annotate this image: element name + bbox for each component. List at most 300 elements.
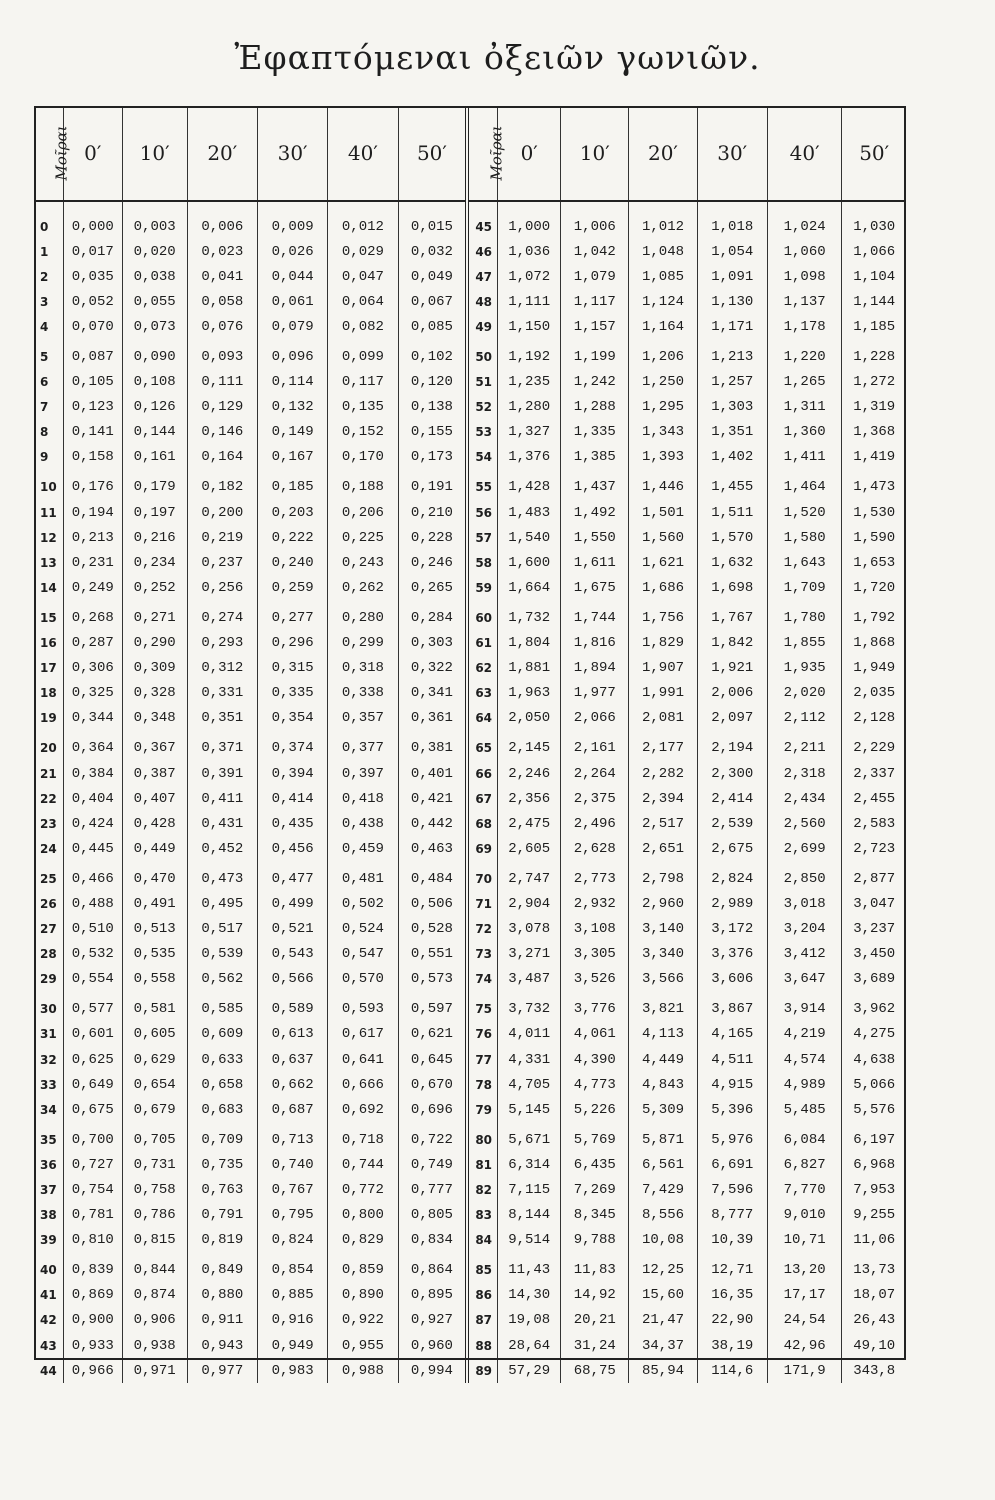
tangent-value-cell: 2,097 [697,706,767,731]
tangent-value-cell: 14,92 [561,1283,629,1308]
tangent-value-cell: 2,145 [498,731,561,761]
tangent-value-cell: 0,535 [122,942,187,967]
tangent-value-cell: 3,526 [561,967,629,992]
degree-cell: 36 [34,1152,63,1177]
tangent-value-cell: 2,651 [629,836,697,861]
tangent-value-cell: 7,269 [561,1177,629,1202]
tangent-value-cell: 2,066 [561,706,629,731]
tangent-value-cell: 12,25 [629,1253,697,1283]
tangent-value-cell: 0,357 [328,706,398,731]
tangent-value-cell: 2,229 [853,740,896,757]
degree-cell: 57 [467,525,497,550]
tangent-value-cell: 4,219 [767,1022,842,1047]
tangent-value-cell: 21,47 [629,1308,697,1333]
tangent-value-cell: 0,960 [398,1333,467,1358]
tangent-value-cell: 24,54 [767,1308,842,1333]
degree-cell: 7 [34,395,63,420]
tangent-value-cell: 0,810 [63,1228,122,1253]
tangent-value-cell: 0,029 [328,239,398,264]
tangent-value-cell: 0,966 [63,1358,122,1383]
tangent-value-cell: 0,146 [187,420,257,445]
tangent-value-cell: 4,705 [498,1072,561,1097]
tangent-value-cell: 0,280 [328,600,398,630]
tangent-value-cell: 0,293 [187,631,257,656]
degree-cell: 21 [34,761,63,786]
tangent-value-cell: 0,459 [328,836,398,861]
tangent-value-cell: 1,894 [561,656,629,681]
tangent-value-cell: 0,513 [122,917,187,942]
tangent-value-cell: 1,530 [853,504,896,521]
tangent-value-cell: 0,547 [328,942,398,967]
degree-cell: 38 [34,1203,63,1228]
tangent-value-cell: 1,780 [767,600,842,630]
degree-header-label: Μοῖραι [487,125,506,181]
degree-cell: 80 [467,1122,497,1152]
degree-cell: 37 [34,1177,63,1202]
tangent-value-cell: 14,30 [498,1283,561,1308]
tangent-value-cell: 0,510 [63,917,122,942]
degree-cell: 41 [34,1283,63,1308]
tangent-value-cell: 2,560 [767,811,842,836]
tangent-value-cell: 0,407 [122,786,187,811]
tangent-value-cell: 0,554 [63,967,122,992]
tangent-value-cell: 28,64 [498,1333,561,1358]
tangent-value-cell: 6,314 [498,1152,561,1177]
tangent-value-cell: 0,977 [187,1358,257,1383]
tangent-value-cell: 1,921 [697,656,767,681]
minute-header-1: 10′ [561,106,629,201]
tangent-value-cell: 11,06 [853,1232,896,1249]
degree-cell: 6 [34,370,63,395]
tangent-value-cell: 0,645 [398,1047,467,1072]
degree-cell: 1 [34,239,63,264]
tangent-value-cell: 0,225 [328,525,398,550]
tangent-value-cell: 0,617 [328,1022,398,1047]
tangent-value-cell: 0,744 [328,1152,398,1177]
tangent-value-cell: 0,377 [328,731,398,761]
degree-cell: 42 [34,1308,63,1333]
tangent-value-cell: 2,128 [853,710,896,727]
degree-cell: 74 [467,967,497,992]
tangent-value-cell: 4,915 [697,1072,767,1097]
tangent-value-cell: 1,079 [561,264,629,289]
tangent-value-cell: 171,9 [767,1358,842,1383]
tangent-value-cell: 1,042 [561,239,629,264]
tangent-value-cell: 0,927 [398,1308,467,1333]
tangent-value-cell: 0,315 [257,656,327,681]
tangent-value-cell: 0,401 [398,761,467,786]
degree-header-label: Μοῖραι [52,125,71,181]
tangent-value-cell: 1,560 [629,525,697,550]
tangent-value-cell: 0,404 [63,786,122,811]
tangent-value-cell: 0,890 [328,1283,398,1308]
tangent-value-cell: 0,082 [328,314,398,339]
degree-cell: 4 [34,314,63,339]
tangent-value-cell: 0,335 [257,681,327,706]
tangent-value-cell: 0,152 [328,420,398,445]
tangent-value-cell: 0,449 [122,836,187,861]
tangent-value-cell: 2,211 [767,731,842,761]
tangent-value-cell: 0,994 [398,1358,467,1383]
tangent-value-cell: 1,288 [561,395,629,420]
tangent-value-cell: 0,312 [187,656,257,681]
degree-cell: 26 [34,891,63,916]
tangent-value-cell: 0,786 [122,1203,187,1228]
tangent-value-cell: 4,113 [629,1022,697,1047]
tangent-value-cell: 38,19 [697,1333,767,1358]
tangent-value-cell: 2,583 [853,815,896,832]
tangent-value-cell: 1,272 [853,374,896,391]
tangent-value-cell: 0,749 [398,1152,467,1177]
tangent-value-cell: 8,345 [561,1203,629,1228]
tangent-value-cell: 1,842 [697,631,767,656]
tangent-value-cell: 0,470 [122,861,187,891]
degree-cell: 65 [467,731,497,761]
tangent-value-cell: 5,396 [697,1097,767,1122]
degree-cell: 54 [467,445,497,470]
tangent-value-cell: 2,960 [629,891,697,916]
tangent-value-cell: 0,170 [328,445,398,470]
tangent-value-cell: 3,732 [498,992,561,1022]
tangent-value-cell: 17,17 [767,1283,842,1308]
tangent-value-cell: 0,381 [398,731,467,761]
tangent-value-cell: 2,264 [561,761,629,786]
tangent-value-cell: 1,250 [629,370,697,395]
tangent-value-cell: 0,767 [257,1177,327,1202]
tangent-value-cell: 0,023 [187,239,257,264]
tangent-value-cell: 0,874 [122,1283,187,1308]
tangent-value-cell: 2,414 [697,786,767,811]
degree-cell: 15 [34,600,63,630]
tangent-value-cell: 0,138 [398,395,467,420]
tangent-value-cell: 3,962 [853,1001,896,1018]
tangent-value-cell: 0,135 [328,395,398,420]
tangent-value-cell: 6,968 [853,1156,896,1173]
tangent-value-cell: 0,625 [63,1047,122,1072]
tangent-value-cell: 1,464 [767,470,842,500]
tangent-value-cell: 2,081 [629,706,697,731]
tangent-value-cell: 3,271 [498,942,561,967]
tangent-value-cell: 1,675 [561,575,629,600]
tangent-value-cell: 0,287 [63,631,122,656]
tangent-value-cell: 0,955 [328,1333,398,1358]
tangent-value-cell: 0,609 [187,1022,257,1047]
tangent-value-cell: 0,463 [398,836,467,861]
degree-cell: 40 [34,1253,63,1283]
tangent-value-cell: 0,885 [257,1283,327,1308]
tangent-value-cell: 114,6 [697,1358,767,1383]
degree-cell: 23 [34,811,63,836]
tangent-value-cell: 0,044 [257,264,327,289]
tangent-value-cell: 15,60 [629,1283,697,1308]
tangent-value-cell: 0,933 [63,1333,122,1358]
tangent-value-cell: 1,540 [498,525,561,550]
tangent-value-cell: 0,374 [257,731,327,761]
tangent-value-cell: 1,066 [853,243,896,260]
tangent-value-cell: 3,172 [697,917,767,942]
degree-cell: 70 [467,861,497,891]
minute-header-5: 50′ [842,106,906,201]
tangent-value-cell: 20,21 [561,1308,629,1333]
tangent-value-cell: 0,035 [63,264,122,289]
tangent-value-cell: 8,144 [498,1203,561,1228]
tangent-value-cell: 42,96 [767,1333,842,1358]
tangent-value-cell: 0,709 [187,1122,257,1152]
tangent-value-cell: 1,868 [853,635,896,652]
tangent-value-cell: 1,335 [561,420,629,445]
tangent-value-cell: 0,015 [398,214,467,239]
tangent-value-cell: 1,590 [853,529,896,546]
tangent-value-cell: 0,284 [398,600,467,630]
tangent-value-cell: 1,991 [629,681,697,706]
tangent-value-cell: 1,698 [697,575,767,600]
tangent-value-cell: 0,473 [187,861,257,891]
tangent-value-cell: 3,487 [498,967,561,992]
tangent-value-cell: 1,744 [561,600,629,630]
tangent-value-cell: 0,864 [398,1253,467,1283]
tangent-value-cell: 0,231 [63,550,122,575]
tangent-value-cell: 0,687 [257,1097,327,1122]
tangent-value-cell: 0,859 [328,1253,398,1283]
tangent-value-cell: 2,628 [561,836,629,861]
tangent-value-cell: 49,10 [853,1337,896,1354]
tangent-value-cell: 2,177 [629,731,697,761]
degree-cell: 48 [467,289,497,314]
tangent-value-cell: 0,213 [63,525,122,550]
tangent-value-cell: 0,290 [122,631,187,656]
tangent-value-cell: 0,421 [398,786,467,811]
tangent-value-cell: 0,364 [63,731,122,761]
tangent-value-cell: 0,949 [257,1333,327,1358]
degree-cell: 25 [34,861,63,891]
tangent-value-cell: 0,099 [328,339,398,369]
tangent-value-cell: 0,911 [187,1308,257,1333]
tangent-value-cell: 0,158 [63,445,122,470]
tangent-value-cell: 4,574 [767,1047,842,1072]
degree-cell: 83 [467,1203,497,1228]
minute-header-3: 30′ [697,106,767,201]
degree-cell: 5 [34,339,63,369]
tangent-value-cell: 1,977 [561,681,629,706]
tangent-value-cell: 0,064 [328,289,398,314]
tangent-value-cell: 8,556 [629,1203,697,1228]
tangent-value-cell: 0,108 [122,370,187,395]
tangent-value-cell: 0,222 [257,525,327,550]
tangent-value-cell: 6,197 [853,1131,896,1148]
tangent-value-cell: 1,360 [767,420,842,445]
tangent-value-cell: 1,473 [853,479,896,496]
tangent-value-cell: 3,647 [767,967,842,992]
tangent-value-cell: 5,871 [629,1122,697,1152]
tangent-value-cell: 0,210 [398,500,467,525]
tangent-value-cell: 0,076 [187,314,257,339]
tangent-value-cell: 1,767 [697,600,767,630]
tangent-value-cell: 0,361 [398,706,467,731]
tangent-value-cell: 0,141 [63,420,122,445]
degree-cell: 51 [467,370,497,395]
tangent-value-cell: 1,792 [853,609,896,626]
degree-cell: 67 [467,786,497,811]
degree-cell: 64 [467,706,497,731]
tangent-value-cell: 0,397 [328,761,398,786]
tangent-value-cell: 2,194 [697,731,767,761]
tangent-value-cell: 1,428 [498,470,561,500]
degree-cell: 43 [34,1333,63,1358]
tangent-value-cell: 9,010 [767,1203,842,1228]
tangent-value-cell: 4,331 [498,1047,561,1072]
tangent-value-cell: 0,058 [187,289,257,314]
degree-cell: 68 [467,811,497,836]
tangent-value-cell: 0,696 [398,1097,467,1122]
degree-cell: 60 [467,600,497,630]
tangent-value-cell: 1,185 [853,318,896,335]
tangent-value-cell: 0,943 [187,1333,257,1358]
tangent-value-cell: 0,839 [63,1253,122,1283]
tangent-value-cell: 4,011 [498,1022,561,1047]
tangent-value-cell: 0,185 [257,470,327,500]
tangent-value-cell: 0,252 [122,575,187,600]
tangent-value-cell: 0,096 [257,339,327,369]
tangent-value-cell: 0,055 [122,289,187,314]
tangent-value-cell: 1,351 [697,420,767,445]
tangent-value-cell: 4,165 [697,1022,767,1047]
tangent-value-cell: 0,718 [328,1122,398,1152]
degree-cell: 56 [467,500,497,525]
degree-cell: 55 [467,470,497,500]
tangent-value-cell: 1,085 [629,264,697,289]
tangent-value-cell: 0,424 [63,811,122,836]
tangent-value-cell: 0,049 [398,264,467,289]
tangent-value-cell: 0,216 [122,525,187,550]
tangent-value-cell: 0,126 [122,395,187,420]
tangent-value-cell: 0,906 [122,1308,187,1333]
tangent-value-cell: 0,173 [398,445,467,470]
tangent-value-cell: 0,456 [257,836,327,861]
tangent-value-cell: 1,280 [498,395,561,420]
tangent-value-cell: 3,606 [697,967,767,992]
degree-cell: 34 [34,1097,63,1122]
tangent-value-cell: 2,932 [561,891,629,916]
tangent-value-cell: 2,747 [498,861,561,891]
tangent-value-cell: 1,327 [498,420,561,445]
tangent-value-cell: 0,111 [187,370,257,395]
tangent-value-cell: 0,188 [328,470,398,500]
tangent-value-cell: 0,916 [257,1308,327,1333]
tangent-value-cell: 0,414 [257,786,327,811]
tangent-value-cell: 2,989 [697,891,767,916]
tangent-value-cell: 1,150 [498,314,561,339]
tangent-value-cell: 3,914 [767,992,842,1022]
degree-cell: 13 [34,550,63,575]
degree-cell: 14 [34,575,63,600]
tangent-value-cell: 0,179 [122,470,187,500]
tangent-value-cell: 22,90 [697,1308,767,1333]
tangent-value-cell: 0,102 [398,339,467,369]
tangent-value-cell: 0,200 [187,500,257,525]
tangent-value-cell: 1,492 [561,500,629,525]
tangent-value-cell: 0,309 [122,656,187,681]
tangent-value-cell: 1,091 [697,264,767,289]
tangent-value-cell: 3,108 [561,917,629,942]
tangent-value-cell: 1,157 [561,314,629,339]
tangent-value-cell: 0,006 [187,214,257,239]
tangent-value-cell: 13,73 [853,1262,896,1279]
tangent-value-cell: 0,641 [328,1047,398,1072]
tangent-value-cell: 9,788 [561,1228,629,1253]
degree-cell: 30 [34,992,63,1022]
tangent-value-cell: 0,754 [63,1177,122,1202]
minute-header-2: 20′ [629,106,697,201]
tangent-value-cell: 2,496 [561,811,629,836]
tangent-value-cell: 1,303 [697,395,767,420]
tangent-value-cell: 0,502 [328,891,398,916]
tangent-value-cell: 1,621 [629,550,697,575]
tangent-value-cell: 2,455 [853,790,896,807]
tangent-value-cell: 1,686 [629,575,697,600]
tangent-value-cell: 0,132 [257,395,327,420]
tangent-value-cell: 0,087 [63,339,122,369]
tangent-value-cell: 7,115 [498,1177,561,1202]
tangent-value-cell: 0,649 [63,1072,122,1097]
tangent-value-cell: 0,303 [398,631,467,656]
tangent-value-cell: 0,577 [63,992,122,1022]
tangent-value-cell: 16,35 [697,1283,767,1308]
tangent-value-cell: 2,699 [767,836,842,861]
tangent-value-cell: 0,551 [398,942,467,967]
tangent-value-cell: 1,199 [561,339,629,369]
tangent-value-cell: 0,829 [328,1228,398,1253]
degree-cell: 72 [467,917,497,942]
tangent-value-cell: 0,020 [122,239,187,264]
tangent-value-cell: 1,072 [498,264,561,289]
tangent-value-cell: 0,683 [187,1097,257,1122]
tangent-value-cell: 1,611 [561,550,629,575]
tangent-value-cell: 7,953 [853,1182,896,1199]
tangent-value-cell: 0,570 [328,967,398,992]
tangent-value-cell: 0,654 [122,1072,187,1097]
degree-cell: 32 [34,1047,63,1072]
tangent-value-cell: 0,521 [257,917,327,942]
tangent-value-cell: 5,576 [853,1101,896,1118]
tangent-value-cell: 1,206 [629,339,697,369]
tangent-value-cell: 3,305 [561,942,629,967]
tangent-value-cell: 2,337 [853,765,896,782]
tangent-value-cell: 2,356 [498,786,561,811]
tangent-value-cell: 0,344 [63,706,122,731]
tangent-value-cell: 1,483 [498,500,561,525]
tangent-value-cell: 0,675 [63,1097,122,1122]
tangent-value-cell: 0,194 [63,500,122,525]
tangent-value-cell: 0,971 [122,1358,187,1383]
tangent-value-cell: 0,206 [328,500,398,525]
degree-cell: 45 [467,214,497,239]
degree-cell: 16 [34,631,63,656]
degree-cell: 73 [467,942,497,967]
tangent-value-cell: 1,376 [498,445,561,470]
degree-cell: 24 [34,836,63,861]
tangent-value-cell: 0,740 [257,1152,327,1177]
tangent-value-cell: 4,773 [561,1072,629,1097]
tangent-value-cell: 5,671 [498,1122,561,1152]
tangent-value-cell: 1,419 [853,449,896,466]
tangent-value-cell: 0,274 [187,600,257,630]
tangent-value-cell: 0,182 [187,470,257,500]
tangent-value-cell: 1,171 [697,314,767,339]
tangent-value-cell: 1,242 [561,370,629,395]
degree-cell: 88 [467,1333,497,1358]
tangent-value-cell: 0,418 [328,786,398,811]
tangent-value-cell: 26,43 [853,1312,896,1329]
